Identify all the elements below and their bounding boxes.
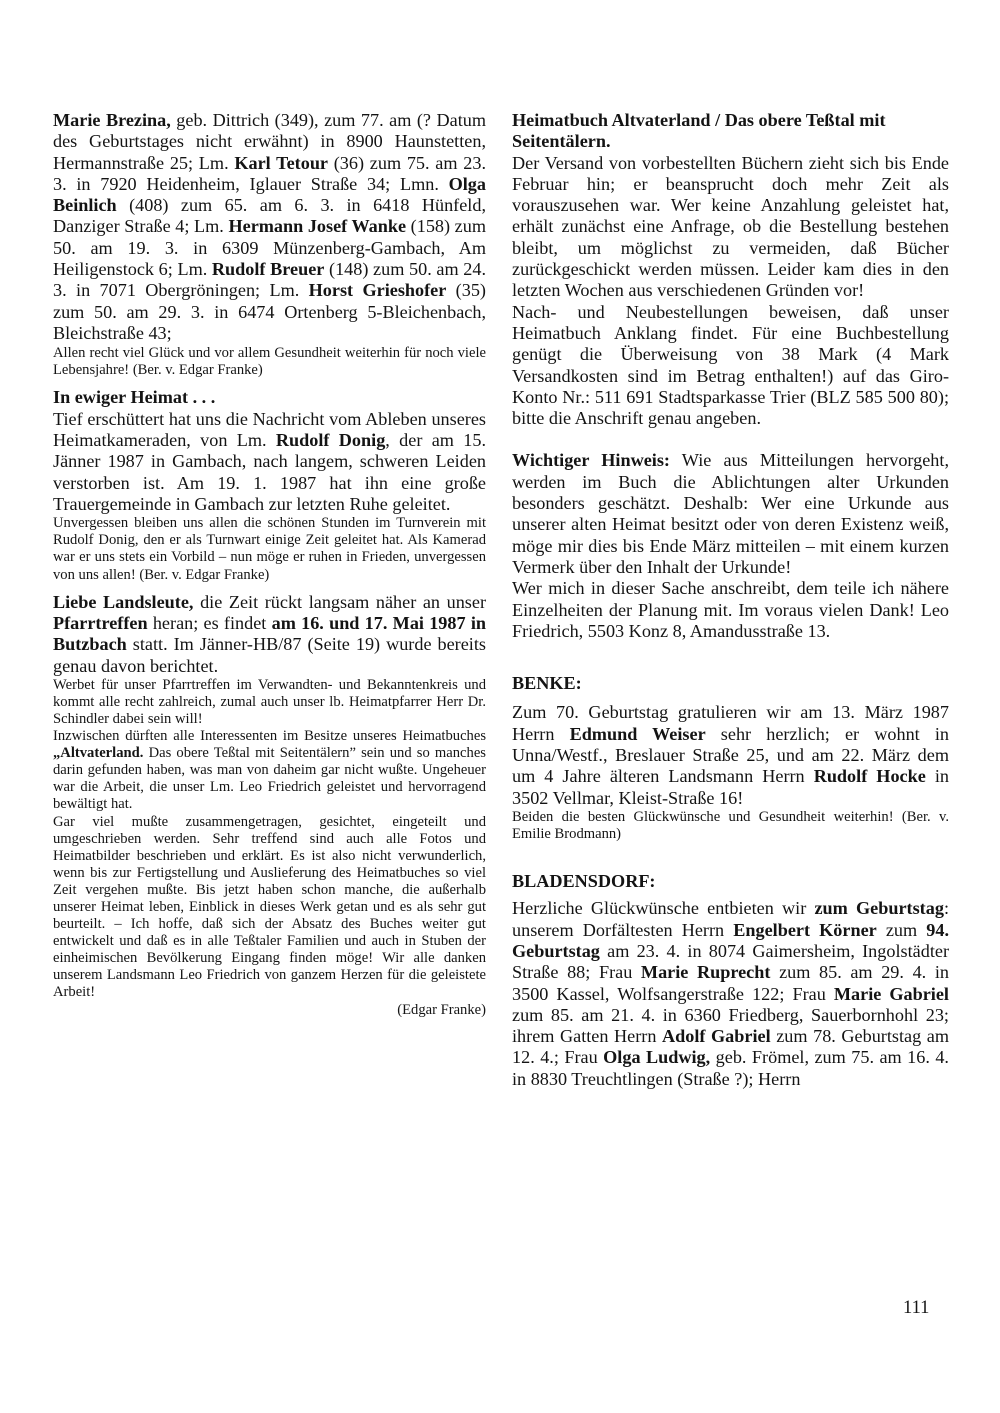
person-name: Olga Ludwig,	[603, 1047, 711, 1068]
person-name: Marie Gabriel	[833, 983, 949, 1004]
book-shipping-paragraph: Der Versand von vorbestellten Büchern zieht sich bis Ende Februar hin; er beansprucht doch mehr Zeit als vorauszusehen war. Wer keine Anzahlung geleistet hat, erhält zunächst eine Anfrage, ob die Bestellung bestehen bleibt, um möglichst zu vermeiden, daß Bücher zurückgeschickt werden müssen. Leider kam dies in den letzten Wochen aus verschiedenen Gründen vor!	[512, 152, 949, 301]
author-signature: (Edgar Franke)	[397, 1001, 486, 1018]
bladensdorf-birthday-paragraph: Herzliche Glückwünsche entbieten wir zum Geburtstag: unserem Dorfältesten Herrn Engelbert Körner zum 94. Geburtstag am 23. 4. in 8074 Gaimersheim, Ingolstädter Straße 88; Frau Marie Ruprecht zum 85. am 29. 4. in 3500 Kassel, Wolfsangerstraße 122; Frau Marie Gabriel zum 85. am 21. 4. in 6360 Friedberg, Sauerbornhohl 23; ihrem Gatten Herrn Adolf Gabriel zum 78. Geburtstag am 12. 4.; Frau Olga Ludwig, geb. Frömel, zum 75. am 16. 4. in 8830 Treuchtlingen (Straße ?); Herrn	[512, 898, 949, 1089]
person-name: Rudolf Donig	[275, 430, 386, 451]
obituary-paragraph: Tief erschüttert hat uns die Nachricht vom Ableben unseres Heimatkameraden, von Lm. Rudolf Donig, der am 15. Jänner 1987 in Gambach, nach langem, schweren Leiden verstorben ist. Am 19. 1. 1987 hat ihn eine große Trauergemeinde in Gambach zur letzten Ruhe geleitet.	[53, 408, 486, 514]
person-name: Olga Beinlich	[53, 173, 486, 216]
person-name: Edmund Weiser	[569, 723, 706, 744]
person-name: Rudolf Hocke	[813, 766, 926, 787]
person-name: Horst Grieshofer	[308, 280, 447, 301]
person-name: Adolf Gabriel	[662, 1026, 771, 1047]
book-heading: Heimatbuch Altvaterland / Das obere Teßtal mit Seitentälern.	[512, 110, 886, 152]
birthday-list-paragraph: Marie Brezina, geb. Dittrich (349), zum 77. am (? Datum des Geburtstages nicht erwähnt) in 8900 Haunstetten, Hermannstraße 25; Lm. Karl Tetour (36) zum 75. am 23. 3. in 7920 Heidenheim, Iglauer Straße 34; Lmn. Olga Beinlich (408) zum 65. am 6. 3. in 6418 Hünfeld, Danziger Straße 4; Lm. Hermann Josef Wanke (158) zum 50. am 19. 3. in 6309 Münzenberg-Gambach, Am Heiligenstock 6; Lm. Rudolf Breuer (148) zum 50. am 24. 3. in 7071 Obergröningen; Lm. Horst Grieshofer (35) zum 50. am 29. 3. in 6474 Ortenberg 5-Bleichenbach, Bleichstraße 43;	[53, 110, 487, 343]
benke-wishes-note: Beiden die besten Glückwünsche und Gesundheit weiterhin! (Ber. v. Emilie Brodmann)	[512, 808, 949, 842]
person-name: Marie Ruprecht	[640, 962, 771, 983]
contact-paragraph: Wer mich in dieser Sache anschreibt, dem teile ich nähere Einzelheiten der Planung mit. Im voraus vielen Dank! Leo Friedrich, 5503 Konz 8, Amandusstraße 13.	[512, 578, 949, 641]
benke-heading: BENKE:	[512, 673, 582, 694]
parish-meeting-paragraph: Liebe Landsleute, die Zeit rückt langsam näher an unser Pfarrtreffen heran; es findet am 16. und 17. Mai 1987 in Butzbach statt. Im Jänner-HB/87 (Seite 19) wurde bereits genau davon berichtet.	[53, 591, 487, 676]
right-column	[512, 110, 949, 1090]
important-notice-paragraph: Wichtiger Hinweis: Wie aus Mitteilungen hervorgeht, werden im Buch die Ablichtungen alter Urkunden besonders geschätzt. Deshalb: Wer eine Urkunde aus unserer alten Heimat besitzt oder von deren Existenz weiß, möge mir dies bis Ende März mitteilen – mit einem kurzen Vermerk über den Inhalt der Urkunde!	[512, 450, 950, 577]
obituary-heading: In ewiger Heimat . . .	[53, 387, 216, 408]
bladensdorf-heading: BLADENSDORF:	[512, 871, 656, 892]
person-name: Karl Tetour	[234, 152, 329, 173]
parish-meeting-note: Werbet für unser Pfarrtreffen im Verwandten- und Bekanntenkreis und kommt alle recht zahlreich, zumal auch unser lb. Heimatpfarrer Herr Dr. Schindler dabei sein will!	[53, 676, 486, 727]
left-column	[53, 110, 486, 1019]
person-name: Marie Brezina,	[53, 110, 171, 130]
homeland-book-paragraph: Inzwischen dürften alle Interessenten im Besitze unseres Heimatbuches „Altvaterland. Das obere Teßtal mit Seitentälern” sein und so manches darin gefunden haben, was man von daheim gar nicht wußte. Ungeheuer war die Arbeit, die unser Lm. Leo Friedrich geleistet und hervorragend bewältigt hat.	[53, 728, 486, 813]
homeland-book-thanks: Gar viel mußte zusammengetragen, gesichtet, eingeteilt und umgeschrieben werden. Sehr treffend sind auch alle Fotos und Heimatbilder beschrieben und erklärt. Es ist also nicht verwunderlich, wenn bis zur Fertigstellung und Auslieferung des Heimatbuches so viel Zeit vergehen mußte. Bis jetzt haben schon manche, die außerhalb unserer Heimat leben, Einblick in dieses Werk getan und es als sehr gut beurteilt. – Ich hoffe, daß sich der Absatz des Buches weiter gut entwickelt und daß es in alle Teßtaler Familien und auch in Stuben der einheimischen Bevölkerung Eingang finden möge! Wir alle danken unserem Landsmann Leo Friedrich von ganzem Herzen für die geleistete Arbeit!	[53, 813, 486, 1001]
person-name: Engelbert Körner	[733, 919, 877, 940]
book-order-paragraph: Nach- und Neubestellungen beweisen, daß unser Heimatbuch Anklang findet. Für eine Buchbestellung genügt die Überweisung von 38 Mark (4 Mark Versandkosten sind im Betrag enthalten!) auf das Giro-Konto Nr.: 511 691 Stadtsparkasse Trier (BLZ 585 500 80); bitte die Anschrift genau angeben.	[512, 301, 949, 429]
person-name: Hermann Josef Wanke	[228, 216, 407, 237]
obituary-note: Unvergessen bleiben uns allen die schönen Stunden im Turnverein mit Rudolf Donig, den er als Turnwart einige Zeit geleitet hat. Als Kamerad war er uns stets ein Vorbild – nun möge er ruhen in Frieden, unvergessen von uns allen! (Ber. v. Edgar Franke)	[53, 515, 486, 583]
person-name: Rudolf Breuer	[211, 259, 325, 280]
benke-birthday-paragraph: Zum 70. Geburtstag gratulieren wir am 13. März 1987 Herrn Edmund Weiser sehr herzlich; er wohnt in Unna/Westf., Breslauer Straße 25, und am 22. März dem um 4 Jahre älteren Landsmann Herrn Rudolf Hocke in 3502 Vellmar, Kleist-Straße 16!	[512, 702, 950, 808]
birthday-wishes-note: Allen recht viel Glück und vor allem Gesundheit weiterhin für noch viele Lebensjahre! (Ber. v. Edgar Franke)	[53, 345, 486, 379]
page-number: 111	[903, 1298, 930, 1318]
